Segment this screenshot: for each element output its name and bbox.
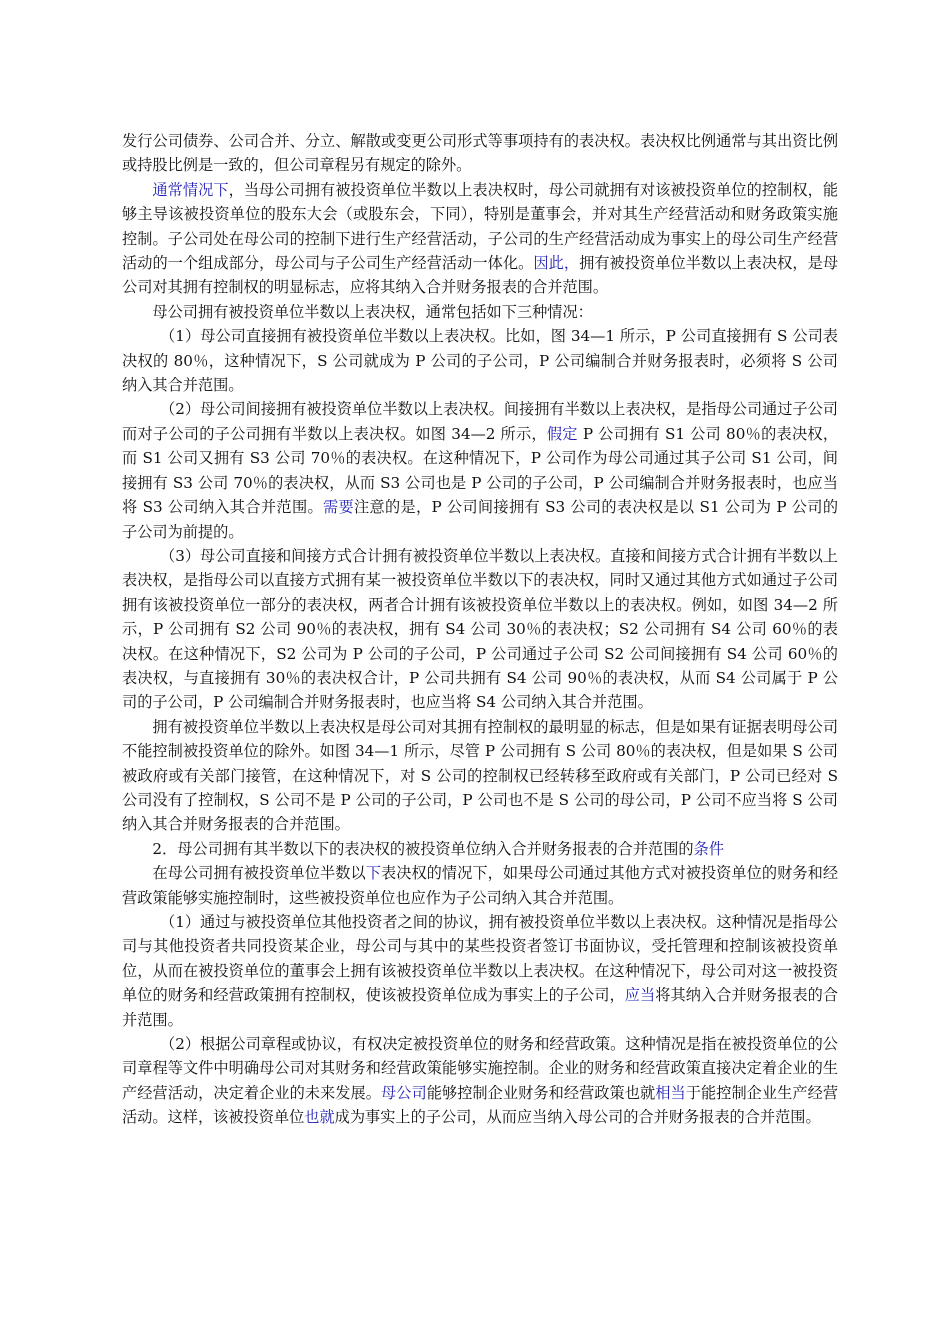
- paragraph: [122, 910, 838, 1032]
- inline-link[interactable]: 假定: [546, 424, 578, 443]
- text-run: （3）母公司直接和间接方式合计拥有被投资单位半数以上表决权。直接和间接方式合计拥有半数以上表决权，是指母公司以直接方式拥有某一被投资单位半数以下的表决权，同时又通过其他方式如通过子公司拥有该被投资单位一部分的表决权，两者合计拥有该被投资单位半数以上的表决权。例如，如图 34—2 所示，P 公司拥有 S2 公司 90％的表决权，拥有 S4 公司 30％的表决权；S2 公司拥有 S4 公司 60％的表决权。在这种情况下，S2 公司为 P 公司的子公司，P 公司通过子公司 S2 公司间接拥有 S4 公司 60％的表决权，与直接拥有 30％的表决权合计，P 公司共拥有 S4 公司 90％的表决权，从而 S4 公司属于 P 公司的子公司，P 公司编制合并财务报表时，也应当将 S4 公司纳入其合并范围。: [122, 546, 838, 712]
- text-run: （1）通过与被投资单位其他投资者之间的协议，拥有被投资单位半数以上表决权。这种情况是指母公司与其他投资者共同投资某企业，母公司与其中的某些投资者签订书面协议，受托管理和控制该被投资单位，从而在被投资单位的董事会上拥有该被投资单位半数以上表决权。在这种情况下，母公司对这一被投资单位的财务和经营政策拥有控制权，使该被投资单位成为事实上的子公司，: [122, 913, 838, 1005]
- paragraph: [122, 300, 838, 324]
- text-run: 能够控制企业财务和经营政策也就: [426, 1083, 656, 1102]
- paragraph: [122, 1032, 838, 1130]
- text-run: （1）母公司直接拥有被投资单位半数以上表决权。比如，图 34—1 所示，P 公司直接拥有 S 公司表决权的 80％，这种情况下，S 公司就成为 P 公司的子公司，P 公司编制合并财务报表时，必须将 S 公司纳入其合并范围。: [122, 327, 838, 395]
- paragraph: [122, 129, 838, 178]
- text-run: （2）根据公司章程或协议，有权决定被投资单位的财务和经营政策。这种情况是指在被投资单位的公司章程等文件中明确母公司对其财务和经营政策能够实施控制。企业的财务和经营政策直接决定着企业的生产经营活动，决定着企业的未来发展。: [122, 1035, 838, 1102]
- text-run: 在母公司拥有被投资单位半数以: [152, 864, 366, 883]
- text-run: 成为事实上的子公司，从而应当纳入母公司的合并财务报表的合并范围。: [334, 1108, 821, 1127]
- inline-link[interactable]: 因此，: [533, 254, 580, 273]
- inline-link[interactable]: 下: [365, 864, 381, 883]
- text-run: P 公司拥有 S1 公司 80％的表决权，而 S1 公司又拥有 S3 公司 70％的表决权。在这种情况下，P 公司作为母公司通过其子公司 S1 公司，间接拥有 S3 公司 70％的表决权，从而 S3 公司也是 P 公司的子公司，P 公司编制合并财务报表时，也应当将 S3 公司纳入其合并范围。: [122, 424, 839, 517]
- inline-link[interactable]: 条件: [693, 839, 724, 858]
- text-run: 表决权的情况下，如果母公司通过其他方式对被投资单位的财务和经营政策能够实施控制时，这些被投资单位也应作为子公司纳入其合并范围。: [122, 864, 839, 907]
- inline-link[interactable]: 也就: [304, 1108, 335, 1127]
- text-run: 母公司拥有被投资单位半数以上表决权，通常包括如下三种情况：: [152, 302, 593, 321]
- text-run: ，当母公司拥有被投资单位半数以上表决权时，母公司就拥有对该被投资单位的控制权，能够主导该被投资单位的股东大会（或股东会，下同），特别是董事会，并对其生产经营活动和财务政策实施控制。子公司处在母公司的控制下进行生产经营活动，子公司的生产经营活动成为事实上的母公司生产经营活动的一个组成部分，母公司与子公司生产经营活动一体化。: [122, 180, 839, 273]
- inline-link[interactable]: 相当: [655, 1083, 686, 1102]
- text-run: 发行公司债券、公司合并、分立、解散或变更公司形式等事项持有的表决权。表决权比例通常与其出资比例或持股比例是一致的，但公司章程另有规定的除外。: [122, 132, 838, 175]
- text-run: （2）母公司间接拥有被投资单位半数以上表决权。间接拥有半数以上表决权，是指母公司通过子公司而对子公司的子公司拥有半数以上表决权。如图 34—2 所示，: [122, 400, 838, 443]
- inline-link[interactable]: 母公司: [381, 1083, 427, 1102]
- paragraph: [122, 715, 838, 837]
- text-run: 拥有被投资单位半数以上表决权是母公司对其拥有控制权的最明显的标志，但是如果有证据表明母公司不能控制被投资单位的除外。如图 34—1 所示，尽管 P 公司拥有 S 公司 80％的表决权，但是如果 S 公司被政府或有关部门接管，在这种情况下，对 S 公司的控制权已经转移至政府或有关部门，P 公司已经对 S 公司没有了控制权，S 公司不是 P 公司的子公司，P 公司也不是 S 公司的母公司，P 公司不应当将 S 公司纳入其合并财务报表的合并范围。: [122, 717, 838, 834]
- inline-link[interactable]: 通常情况下: [152, 180, 229, 199]
- inline-link[interactable]: 应当: [624, 986, 656, 1005]
- text-run: 注意的是，P 公司间接拥有 S3 公司的表决权是以 S1 公司为 P 公司的子公司为前提的。: [122, 498, 839, 541]
- paragraph: [122, 837, 838, 861]
- document-page: [122, 129, 838, 1130]
- paragraph: [122, 544, 838, 715]
- paragraph: [122, 324, 838, 397]
- text-run: 2．母公司拥有其半数以下的表决权的被投资单位纳入合并财务报表的合并范围的: [152, 839, 694, 858]
- paragraph: [122, 397, 838, 543]
- text-run: 将其纳入合并财务报表的合并范围。: [122, 986, 839, 1029]
- text-run: 拥有被投资单位半数以上表决权，是母公司对其拥有控制权的明显标志，应将其纳入合并财务报表的合并范围。: [122, 254, 839, 297]
- paragraph: [122, 861, 838, 910]
- text-run: 于能控制企业生产经营活动。这样，该被投资单位: [122, 1083, 839, 1127]
- paragraph: [122, 178, 838, 300]
- inline-link[interactable]: 需要: [322, 498, 354, 517]
